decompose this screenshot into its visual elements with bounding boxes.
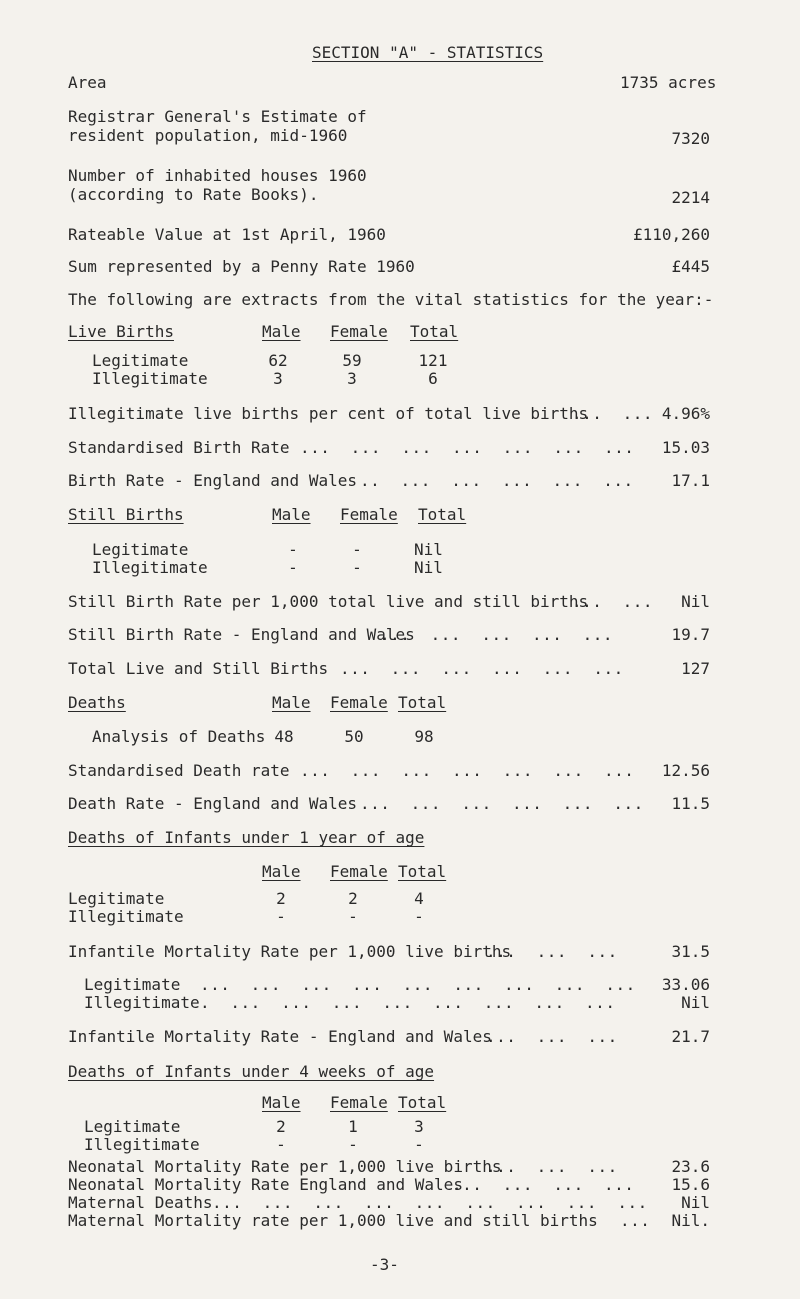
deaths-male-header: Male [272,693,311,712]
houses-label-line1: Number of inhabited houses 1960 [68,166,367,185]
table-row-label: Illegitimate [68,907,184,926]
table-cell: - [288,558,298,577]
registrar-label-line1: Registrar General's Estimate of [68,107,367,126]
table-row-label: Legitimate [84,1117,181,1136]
deaths-total-header: Total [398,693,447,712]
area-label: Area [68,73,107,92]
page-number: -3- [370,1255,399,1274]
leader-dots: ... ... ... ... ... ... [340,659,624,678]
table-cell: - [414,907,424,926]
stat-value: 31.5 [671,942,710,961]
stat-value: 21.7 [671,1027,710,1046]
still-births-heading: Still Births [68,505,184,524]
stat-value: 15.6 [671,1175,710,1194]
table-cell: 6 [428,369,438,388]
stat-value: 17.1 [671,471,710,490]
stat-label: Illegitimate live births per cent of total live births [68,404,589,423]
stat-value: Nil. [671,1211,710,1230]
table-cell: 3 [347,369,357,388]
leader-dots: ... [620,1211,651,1230]
table-cell: 59 [342,351,362,370]
leader-dots: . ... ... ... ... ... ... ... ... [200,993,616,1012]
stat-value: 33.06 [661,975,710,994]
page-title: SECTION "A" - STATISTICS [312,43,544,62]
leader-dots: .. ... ... ... ... ... [360,471,634,490]
leader-dots: ... ... [572,592,654,611]
table-cell: 1 [348,1117,358,1136]
stat-value: 23.6 [671,1157,710,1176]
table-row-label: Legitimate [92,351,189,370]
table-cell: - [276,1135,286,1154]
stat-value: 11.5 [671,794,710,813]
still-births-female-header: Female [340,505,398,524]
intro-text: The following are extracts from the vital statistics for the year:- [68,290,714,309]
stat-label: Still Birth Rate - England and Wales [68,625,415,644]
table-cell: 48 [274,727,294,746]
table-cell: 2 [276,1117,286,1136]
table-row-label: Analysis of Deaths [92,727,266,746]
stat-label: Neonatal Mortality Rate per 1,000 live births [68,1157,502,1176]
infants-1yr-female-header: Female [330,862,388,881]
infants-4wk-total-header: Total [398,1093,447,1112]
penny-label: Sum represented by a Penny Rate 1960 [68,257,415,276]
leader-dots: ... ... ... ... ... ... ... ... ... [212,1193,648,1212]
leader-dots: ... ... ... ... ... ... [360,794,644,813]
stat-label: Death Rate - England and Wales [68,794,357,813]
deaths-female-header: Female [330,693,388,712]
stat-value: 4.96% [661,404,710,423]
stat-label: Maternal Mortality rate per 1,000 live and still births [68,1211,598,1230]
stat-label: Maternal Deaths [68,1193,213,1212]
table-cell: 121 [418,351,448,370]
table-cell: 3 [273,369,283,388]
infants-4wk-heading: Deaths of Infants under 4 weeks of age [68,1062,435,1081]
table-cell: 2 [276,889,286,908]
rateable-value: £110,260 [632,225,710,244]
table-row-label: Illegitimate [84,1135,200,1154]
leader-dots: ... ... ... [486,1157,618,1176]
table-cell: 2 [348,889,358,908]
infants-1yr-total-header: Total [398,862,447,881]
rateable-label: Rateable Value at 1st April, 1960 [68,225,386,244]
stat-label: Still Birth Rate per 1,000 total live and still births [68,592,589,611]
live-births-female-header: Female [330,322,388,341]
stat-label: Infantile Mortality Rate - England and Wales [68,1027,492,1046]
stat-label: Infantile Mortality Rate per 1,000 live births [68,942,512,961]
stat-label: Illegitimate [84,993,200,1012]
table-cell: - [414,1135,424,1154]
registrar-value: 7320 [671,129,710,148]
table-cell: 3 [414,1117,424,1136]
still-births-total-header: Total [418,505,467,524]
table-cell: 4 [414,889,424,908]
live-births-total-header: Total [410,322,459,341]
table-cell: - [276,907,286,926]
leader-dots: ... ... ... ... ... ... ... [300,761,635,780]
houses-label-line2: (according to Rate Books). [68,185,319,204]
table-cell: 50 [344,727,364,746]
stat-label: Legitimate [84,975,181,994]
leader-dots: ... ... ... ... ... ... ... [300,438,635,457]
table-cell: 98 [414,727,434,746]
table-cell: - [352,540,362,559]
leader-dots: ... ... ... ... ... [380,625,614,644]
stat-label: Total Live and Still Births [68,659,329,678]
table-cell: 62 [268,351,288,370]
penny-value: £445 [671,257,710,276]
registrar-label-line2: resident population, mid-1960 [68,126,348,145]
leader-dots: ... ... [572,404,654,423]
stat-label: Neonatal Mortality Rate England and Wales [68,1175,463,1194]
stat-value: 12.56 [661,761,710,780]
stat-value: Nil [681,1193,710,1212]
leader-dots: ... ... ... ... [452,1175,635,1194]
table-row-label: Illegitimate [92,558,208,577]
leader-dots: ... ... ... ... ... ... ... ... ... [200,975,636,994]
table-cell: - [348,907,358,926]
table-row-label: Illegitimate [92,369,208,388]
table-row-label: Legitimate [92,540,189,559]
stat-value: Nil [681,592,710,611]
stat-label: Standardised Death rate [68,761,290,780]
stat-value: 127 [681,659,710,678]
leader-dots: ... ... ... [486,942,618,961]
still-births-male-header: Male [272,505,311,524]
table-cell: - [352,558,362,577]
area-value: 1735 acres [620,73,717,92]
stat-value: 15.03 [661,438,710,457]
infants-4wk-female-header: Female [330,1093,388,1112]
table-cell: - [288,540,298,559]
deaths-heading: Deaths [68,693,126,712]
table-cell: Nil [414,540,443,559]
infants-4wk-male-header: Male [262,1093,301,1112]
stat-label: Birth Rate - England and Wales [68,471,357,490]
infants-1yr-male-header: Male [262,862,301,881]
stat-label: Standardised Birth Rate [68,438,290,457]
houses-value: 2214 [671,188,710,207]
table-row-label: Legitimate [68,889,165,908]
stat-value: Nil [681,993,710,1012]
infants-1yr-heading: Deaths of Infants under 1 year of age [68,828,425,847]
table-cell: - [348,1135,358,1154]
live-births-heading: Live Births [68,322,174,341]
table-cell: Nil [414,558,443,577]
live-births-male-header: Male [262,322,301,341]
stat-value: 19.7 [671,625,710,644]
leader-dots: ... ... ... [486,1027,618,1046]
